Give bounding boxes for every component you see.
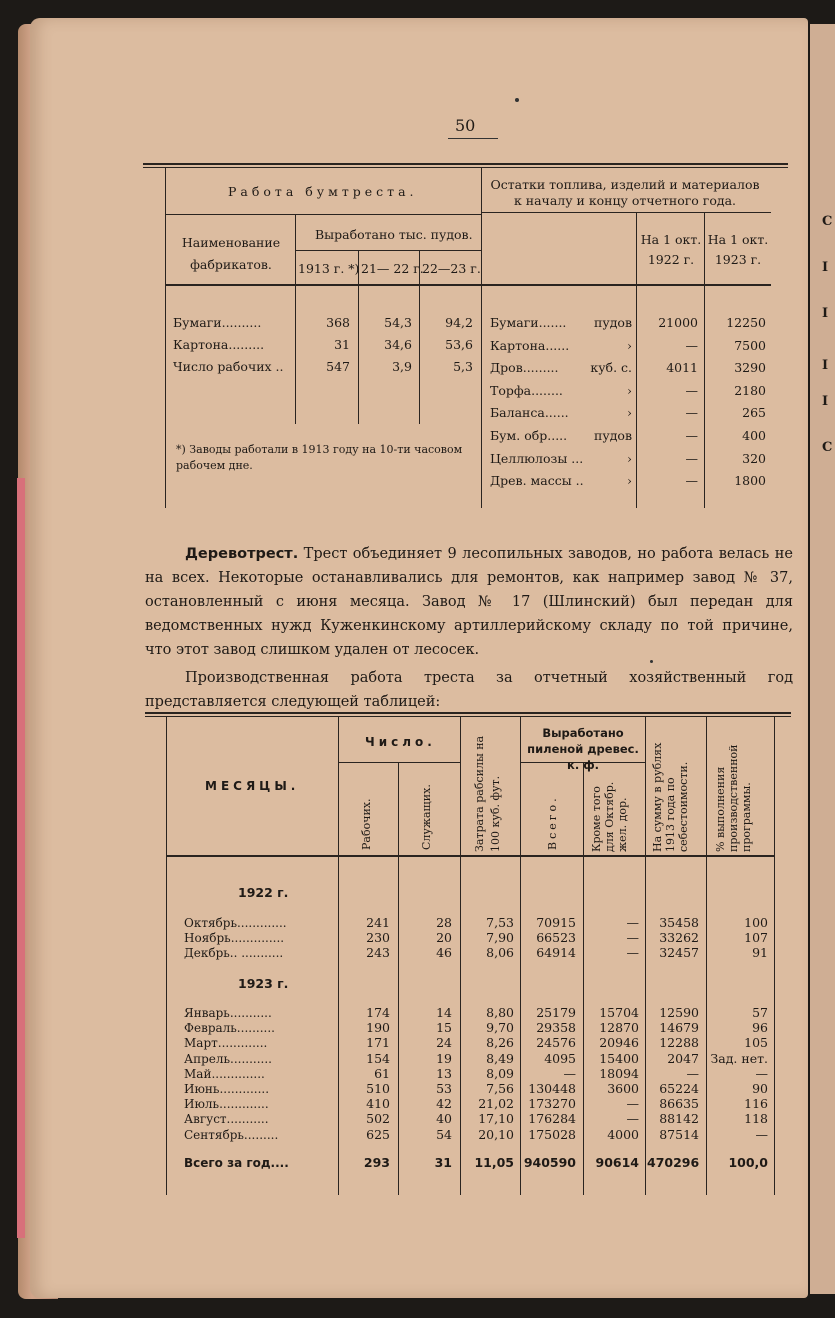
pct-value: 105	[744, 1035, 768, 1051]
paragraph-2: Производственная работа треста за отчетный хозяйственный год представляется следующей таблицей:	[145, 670, 793, 710]
value-22-23: 53,6	[445, 337, 473, 352]
remains-value-1922: 21000	[658, 315, 698, 330]
employees-value: 46	[436, 945, 452, 960]
remains-item-unit: ›	[627, 473, 632, 489]
month-name: Апрель...........	[184, 1051, 272, 1066]
table2-left-border	[166, 717, 167, 1195]
table1-middle-divider	[481, 168, 482, 508]
workers-header: Рабочих.	[360, 798, 373, 850]
cost-value: 7,90	[486, 930, 514, 945]
table2-header-bottom-rule	[166, 855, 774, 857]
pct-value: 107	[744, 930, 768, 945]
remains-title: Остатки топлива, изделий и материалов к началу и концу отчетного года.	[490, 177, 760, 208]
cost-value: 9,70	[486, 1020, 514, 1036]
remains-value-1923: 7500	[734, 337, 766, 353]
body-text	[145, 542, 793, 714]
remains-item-name: Торфа........	[490, 382, 563, 398]
remains-value-1923: 1800	[734, 473, 766, 489]
employees-value: 54	[436, 1126, 452, 1142]
pct-value: 118	[744, 1111, 768, 1127]
employees-value: 13	[436, 1065, 452, 1081]
value-1913: 31	[334, 337, 350, 352]
except-value: —	[626, 945, 639, 960]
page-number: 50	[455, 116, 476, 135]
remains-item-name: Картона......	[490, 337, 570, 353]
except-value: 3600	[607, 1081, 639, 1096]
table2-col-divider	[398, 762, 399, 1195]
employees-value: 14	[436, 1005, 452, 1020]
table1-col-divider	[636, 212, 637, 508]
red-page-edge	[17, 478, 25, 1238]
page-number-underline	[448, 138, 498, 139]
remains-value-1922: —	[685, 428, 698, 443]
year-22-23-header: 22—23 г.	[422, 261, 481, 276]
table1-title: Работа бумтреста.	[228, 184, 418, 199]
rub-value: 12590	[659, 1005, 699, 1020]
column-header-name: Наименование фабрикатов.	[181, 235, 281, 272]
remains-item-name: Бум. обр.....	[490, 428, 568, 443]
cost-value: 21,02	[478, 1096, 514, 1112]
employees-value: 15	[436, 1020, 452, 1036]
table2-col-divider	[583, 762, 584, 1195]
table2-top-rule-thin	[145, 716, 791, 717]
month-name: Август...........	[184, 1112, 269, 1127]
except-value: —	[626, 930, 639, 945]
except-header: Кроме того для Октябр. жел. дор.	[590, 781, 629, 852]
produced-total-value: —	[563, 1065, 576, 1081]
remains-item-name: Целлюлозы ...	[490, 450, 584, 466]
remains-value-1922: —	[685, 473, 698, 489]
remains-item-name: Бумаги.......	[490, 315, 567, 330]
produced-total-value: 4095	[544, 1050, 576, 1066]
table2-col-divider	[706, 717, 707, 1195]
pct-value: 100,0	[728, 1155, 768, 1170]
workers-value: 171	[366, 1035, 390, 1051]
table1-left-border	[165, 168, 166, 508]
month-name: Октябрь.............	[184, 916, 287, 930]
employees-value: 20	[436, 930, 452, 945]
month-name: Февраль..........	[184, 1021, 275, 1036]
rub-value: 470296	[647, 1155, 700, 1170]
table1-top-rule-thin	[143, 167, 788, 168]
pct-value: 116	[744, 1096, 768, 1112]
employees-value: 53	[436, 1081, 452, 1096]
table2-right-border	[774, 717, 775, 1195]
remains-value-1923: 265	[742, 405, 766, 421]
date-1923-header: На 1 окт. 1923 г.	[707, 232, 769, 267]
remains-item-name: Баланса......	[490, 405, 569, 421]
month-name: Май..............	[184, 1066, 265, 1081]
rub-value: 86635	[659, 1096, 699, 1112]
table1-rule	[481, 212, 771, 213]
count-header: Число.	[365, 735, 436, 749]
pct-value: —	[755, 1126, 768, 1142]
rub-value: 14679	[659, 1020, 699, 1036]
rub-value: 33262	[659, 930, 699, 945]
table1-header-bottom-rule	[165, 284, 771, 286]
remains-value-1922: —	[685, 337, 698, 353]
rub-value: 88142	[659, 1111, 699, 1127]
table1-col-divider	[295, 214, 296, 424]
remains-item-name: Древ. массы ..	[490, 473, 584, 489]
total-label: Всего за год....	[184, 1156, 289, 1170]
workers-value: 61	[374, 1065, 390, 1081]
employees-value: 19	[436, 1050, 452, 1066]
month-name: Январь...........	[184, 1006, 272, 1020]
year-21-22-header: 21— 22 г.	[361, 261, 424, 276]
cost-header: Затрата рабсилы на 100 куб. фут.	[473, 735, 502, 852]
except-value: 90614	[595, 1155, 639, 1170]
remains-value-1922: —	[685, 405, 698, 421]
except-value: —	[626, 1096, 639, 1112]
remains-item-unit: ›	[627, 450, 632, 466]
workers-value: 410	[366, 1096, 390, 1112]
produced-header: Выработано пиленой древес. к. ф.	[527, 726, 639, 772]
remains-value-1923: 400	[742, 428, 766, 443]
cost-value: 17,10	[478, 1111, 514, 1127]
except-value: 18094	[599, 1065, 639, 1081]
pct-value: 100	[744, 915, 768, 930]
value-21-22: 34,6	[384, 337, 412, 352]
employees-value: 24	[436, 1035, 452, 1051]
table2-col-divider	[338, 717, 339, 1195]
workers-value: 510	[366, 1081, 390, 1096]
employees-value: 31	[434, 1155, 452, 1170]
except-value: 15400	[599, 1050, 639, 1066]
workers-value: 154	[366, 1050, 390, 1066]
produced-total-value: 176284	[528, 1111, 576, 1127]
workers-value: 625	[366, 1126, 390, 1142]
produced-total-value: 66523	[536, 930, 576, 945]
ink-speck	[650, 660, 653, 663]
table1-col-divider	[419, 250, 420, 424]
value-1913: 368	[326, 315, 350, 330]
facing-page-edge: С I I I I C	[810, 24, 835, 1294]
cost-value: 8,49	[486, 1050, 514, 1066]
value-21-22: 54,3	[384, 315, 412, 330]
produced-total-value: 70915	[536, 915, 576, 930]
pct-value: —	[755, 1065, 768, 1081]
cost-value: 8,26	[486, 1035, 514, 1051]
product-name: Картона.........	[173, 337, 265, 352]
table1-rule	[165, 214, 481, 215]
except-value: 20946	[599, 1035, 639, 1051]
pct-value: Зад. нет.	[710, 1050, 768, 1066]
except-value: —	[626, 1111, 639, 1127]
month-name: Ноябрь..............	[184, 931, 285, 945]
produced-total-value: 25179	[536, 1005, 576, 1020]
workers-value: 502	[366, 1111, 390, 1127]
rub-value: 87514	[659, 1126, 699, 1142]
remains-value-1923: 3290	[734, 360, 766, 376]
months-header: МЕСЯЦЫ.	[205, 779, 300, 793]
value-1913: 547	[326, 359, 350, 374]
pct-value: 91	[752, 945, 768, 960]
rub-header: На сумму в рублях 1913 года по себестоимости.	[651, 742, 690, 852]
produced-total-value: 29358	[536, 1020, 576, 1036]
workers-value: 241	[366, 915, 390, 930]
ink-speck	[515, 98, 519, 102]
value-22-23: 5,3	[453, 359, 473, 374]
produced-total-value: 24576	[536, 1035, 576, 1051]
paragraph-1	[145, 542, 793, 662]
pct-value: 57	[752, 1005, 768, 1020]
value-22-23: 94,2	[445, 315, 473, 330]
date-1922-header: На 1 окт. 1922 г.	[640, 232, 702, 267]
remains-item-name: Дров.........	[490, 360, 559, 376]
table1-col-divider	[358, 250, 359, 424]
remains-value-1922: —	[685, 450, 698, 466]
employees-value: 28	[436, 915, 452, 930]
cost-value: 7,53	[486, 915, 514, 930]
footnote: *) Заводы работали в 1913 году на 10-ти часовом рабочем дне.	[176, 443, 463, 472]
workers-value: 243	[366, 945, 390, 960]
remains-value-1922: 4011	[666, 360, 698, 376]
table2-rule	[338, 762, 460, 763]
pct-header: % выполнения производственной программы.	[714, 744, 753, 852]
month-name: Июль.............	[184, 1097, 269, 1112]
month-name: Март.............	[184, 1036, 268, 1051]
table2-top-rule	[145, 712, 791, 714]
remains-value-1923: 2180	[734, 382, 766, 398]
year-1913-header: 1913 г. *)	[298, 261, 360, 276]
workers-value: 293	[363, 1155, 390, 1170]
produced-total-value: 175028	[528, 1126, 576, 1142]
remains-value-1923: 12250	[726, 315, 766, 330]
produced-total-value: 173270	[528, 1096, 576, 1112]
produced-total-value: 940590	[523, 1155, 576, 1170]
month-name: Декбрь.. ...........	[184, 946, 284, 960]
total-header: Всего.	[546, 795, 559, 850]
remains-item-unit: пудов	[594, 315, 632, 330]
rub-value: 12288	[659, 1035, 699, 1051]
employees-value: 40	[436, 1111, 452, 1127]
cost-value: 8,09	[486, 1065, 514, 1081]
rub-value: —	[686, 1065, 699, 1081]
cost-value: 20,10	[478, 1126, 514, 1142]
year-1922-label: 1922 г.	[238, 885, 289, 900]
paragraph-1-lead: Деревотрест.	[185, 546, 299, 562]
workers-value: 174	[366, 1005, 390, 1020]
table2-col-divider	[460, 717, 461, 1195]
table2-col-divider	[645, 717, 646, 1195]
cost-value: 8,80	[486, 1005, 514, 1020]
year-1923-label: 1923 г.	[238, 976, 289, 991]
workers-value: 190	[366, 1020, 390, 1036]
produced-total-value: 130448	[528, 1081, 576, 1096]
except-value: 4000	[607, 1126, 639, 1142]
month-name: Сентябрь.........	[184, 1127, 279, 1142]
cost-value: 11,05	[474, 1155, 514, 1170]
table2-col-divider	[520, 717, 521, 1195]
cost-value: 7,56	[486, 1081, 514, 1096]
workers-value: 230	[366, 930, 390, 945]
remains-item-unit: ›	[627, 337, 632, 353]
product-name: Бумаги..........	[173, 315, 262, 330]
rub-value: 35458	[659, 915, 699, 930]
remains-item-unit: куб. с.	[590, 360, 632, 376]
product-name: Число рабочих ..	[173, 359, 284, 374]
table1-top-rule	[143, 163, 788, 165]
pct-value: 96	[752, 1020, 768, 1036]
table1-col-divider	[704, 212, 705, 508]
cost-value: 8,06	[486, 945, 514, 960]
employees-header: Служащих.	[420, 784, 433, 850]
remains-value-1923: 320	[742, 450, 766, 466]
remains-item-unit: ›	[627, 382, 632, 398]
column-header-produced: Выработано тыс. пудов.	[315, 227, 473, 242]
table1-rule	[295, 250, 481, 251]
remains-item-unit: пудов	[594, 428, 632, 443]
remains-value-1922: —	[685, 382, 698, 398]
paragraph-1-text: Трест объединяет 9 лесопильных заводов, но работа велась не на всех. Некоторые останавливались для ремонтов, как например завод № 37, остановленный с июня месяца. Завод № 17 (Шлинский) был передан для ведомственных нужд Куженкинскому артиллерийскому складу по той причине, что этот завод слишком удален от лесосек.	[145, 546, 793, 658]
employees-value: 42	[436, 1096, 452, 1112]
produced-total-value: 64914	[536, 945, 576, 960]
value-21-22: 3,9	[392, 359, 412, 374]
except-value: 15704	[599, 1005, 639, 1020]
except-value: —	[626, 915, 639, 930]
pct-value: 90	[752, 1081, 768, 1096]
remains-item-unit: ›	[627, 405, 632, 421]
rub-value: 2047	[667, 1050, 699, 1066]
except-value: 12870	[599, 1020, 639, 1036]
rub-value: 32457	[659, 945, 699, 960]
rub-value: 65224	[659, 1081, 699, 1096]
month-name: Июнь.............	[184, 1082, 270, 1096]
